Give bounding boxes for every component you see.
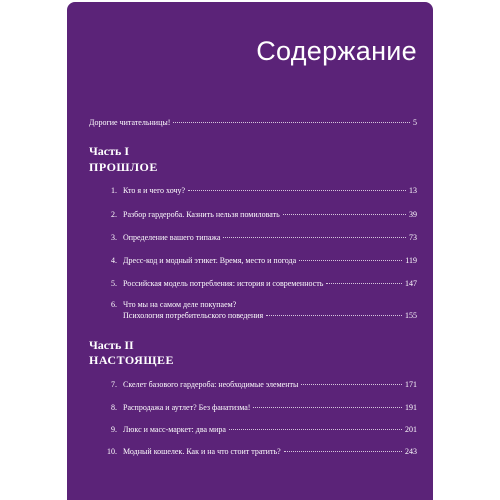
- dot-leader: [299, 260, 402, 261]
- toc-entry-page: 119: [405, 256, 417, 265]
- chapter-number: 1.: [111, 186, 117, 195]
- toc-entry-chapter-5: [89, 280, 417, 288]
- toc-entry-page: 13: [409, 186, 417, 195]
- dot-leader: [266, 315, 402, 316]
- toc-entry-label-line-2: Психология потребительского поведения: [123, 311, 264, 320]
- dot-leader: [301, 384, 402, 385]
- toc-entry-chapter-8: [89, 404, 417, 412]
- toc-entry-chapter-3: [89, 234, 417, 242]
- toc-entry-chapter-1: [89, 187, 417, 195]
- toc-entry-page: 39: [409, 210, 417, 219]
- chapter-number: 9.: [111, 425, 117, 434]
- part-1-label: Часть I: [89, 144, 130, 158]
- toc-entry-intro: [89, 119, 417, 127]
- toc-entry-chapter-10: [89, 448, 417, 456]
- chapter-number: 6.: [111, 300, 117, 309]
- toc-entry-page: 5: [413, 118, 417, 127]
- toc-entry-label: Российская модель потребления: история и современность: [123, 279, 324, 288]
- toc-entry-label: Скелет базового гардероба: необходимые элементы: [123, 380, 299, 389]
- toc-entry-page: 191: [405, 403, 417, 412]
- book-page: [67, 2, 433, 500]
- toc-entry-chapter-2: [89, 211, 417, 219]
- toc-entry-chapter-6: [89, 301, 417, 320]
- chapter-number: 5.: [111, 279, 117, 288]
- toc-entry-label: Кто я и чего хочу?: [123, 186, 186, 195]
- toc-entry-page: 243: [405, 447, 417, 456]
- toc-entry-chapter-9: [89, 426, 417, 434]
- toc-entry-page: 147: [405, 279, 417, 288]
- dot-leader: [326, 283, 402, 284]
- toc-entry-label: Распродажа и аутлет? Без фанатизма!: [123, 403, 251, 412]
- toc-entry-label: Модный кошелек. Как и на что стоит тратить?: [123, 447, 281, 456]
- toc-entry-page: 171: [405, 380, 417, 389]
- chapter-number: 3.: [111, 233, 117, 242]
- chapter-number: 8.: [111, 403, 117, 412]
- part-1-name: ПРОШЛОЕ: [89, 160, 158, 174]
- toc-entry-chapter-7: [89, 381, 417, 389]
- chapter-number: 4.: [111, 256, 117, 265]
- toc-entry-page: 73: [409, 233, 417, 242]
- toc-entry-label: Разбор гардероба. Казнить нельзя помиловать: [123, 210, 280, 219]
- toc-entry-page: 201: [405, 425, 417, 434]
- toc-entry-label-line-1: Что мы на самом деле покупаем?: [123, 300, 237, 309]
- part-2-label: Часть II: [89, 338, 134, 352]
- chapter-number: 10.: [107, 447, 117, 456]
- toc-entry-chapter-4: [89, 257, 417, 265]
- toc-entry-label: Дресс-код и модный этикет. Время, место и погода: [123, 256, 297, 265]
- part-2-name: НАСТОЯЩЕЕ: [89, 353, 175, 367]
- chapter-number: 2.: [111, 210, 117, 219]
- chapter-number: 7.: [111, 380, 117, 389]
- dot-leader: [188, 190, 406, 191]
- dot-leader: [284, 451, 402, 452]
- dot-leader: [229, 429, 402, 430]
- dot-leader: [283, 214, 406, 215]
- page-title: Содержание: [256, 36, 417, 66]
- toc-entry-page: 155: [405, 311, 417, 320]
- dot-leader: [253, 407, 402, 408]
- toc-entry-label: Определение вашего типажа: [123, 233, 221, 242]
- dot-leader: [223, 237, 406, 238]
- toc-entry-label: Дорогие читательницы!: [89, 118, 171, 127]
- dot-leader: [173, 122, 410, 123]
- toc-entry-label: Люкс и масс-маркет: два мира: [123, 425, 226, 434]
